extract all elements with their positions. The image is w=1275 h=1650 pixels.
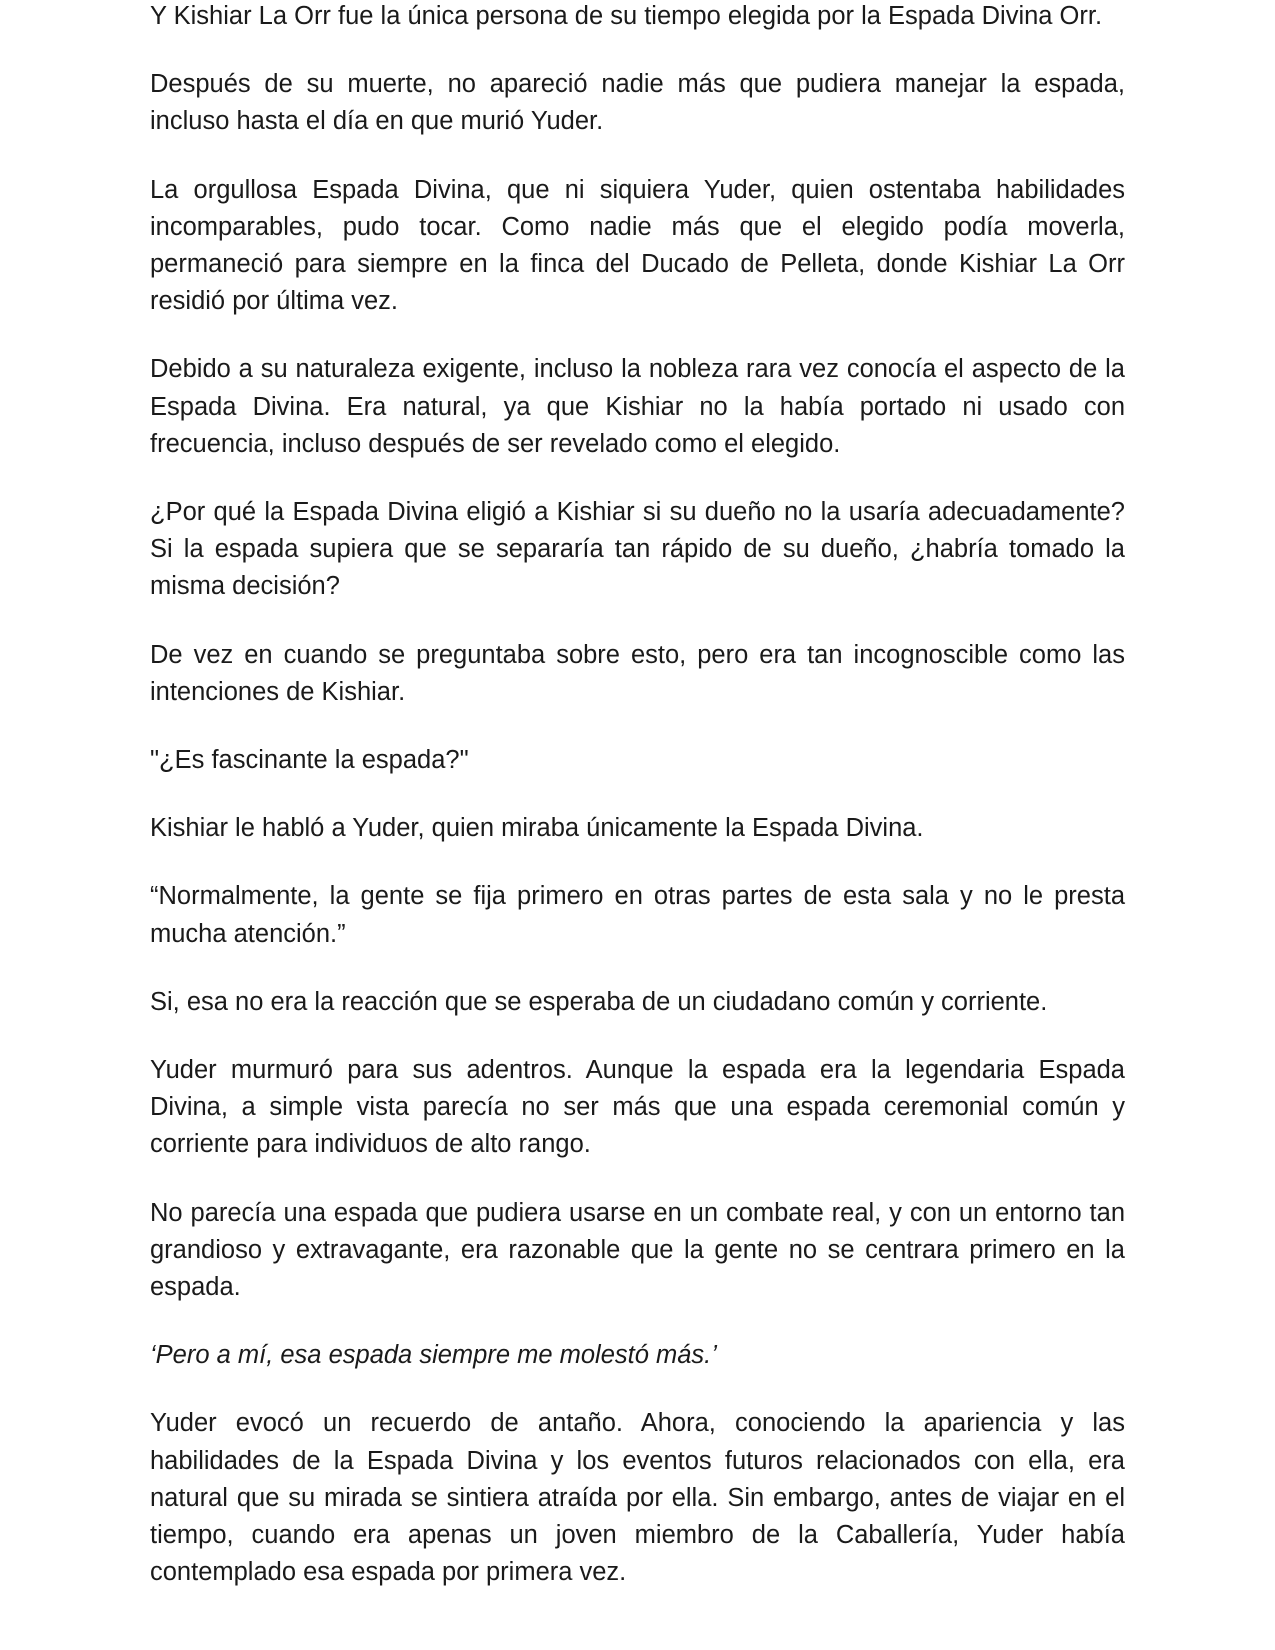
paragraph: Kishiar le habló a Yuder, quien miraba únicamente la Espada Divina. — [150, 814, 924, 843]
paragraph: ¿Por qué la Espada Divina eligió a Kishiar si su dueño no la usaría adecuadamente? Si la espada supiera que se separaría tan rápido de su dueño, ¿habría tomado la misma decisión? — [150, 498, 1125, 601]
paragraph: Yuder evocó un recuerdo de antaño. Ahora, conociendo la apariencia y las habilidades de la Espada Divina y los eventos futuros relacionados con ella, era natural que su mirada se sintiera atraída por ella. Sin embargo, antes de viajar en el tiempo, cuando era apenas un joven miembro de la Caballería, Yuder había contemplado esa espada por primera vez. — [150, 1409, 1125, 1587]
paragraph: No parecía una espada que pudiera usarse en un combate real, y con un entorno tan grandioso y extravagante, era razonable que la gente no se centrara primero en la espada. — [150, 1198, 1125, 1302]
paragraph: Si, esa no era la reacción que se esperaba de un ciudadano común y corriente. — [150, 987, 1048, 1016]
paragraph: La orgullosa Espada Divina, que ni siquiera Yuder, quien ostentaba habilidades incomparables, pudo tocar. Como nadie más que el elegido podía moverla, permaneció para siempre en la finca del Ducado de Pelleta, donde Kishiar La Orr residió por última vez. — [150, 175, 1125, 316]
paragraph: Yuder murmuró para sus adentros. Aunque la espada era la legendaria Espada Divina, a simple vista parecía no ser más que una espada ceremonial común y corriente para individuos de alto rango. — [150, 1056, 1125, 1159]
inner-thought: ‘Pero a mí, esa espada siempre me molestó más.’ — [150, 1341, 717, 1370]
paragraph: De vez en cuando se preguntaba sobre esto, pero era tan incognoscible como las intenciones de Kishiar. — [150, 640, 1125, 706]
dialogue-line: "¿Es fascinante la espada?" — [150, 746, 469, 775]
document-body — [150, 0, 1125, 1623]
paragraph: Después de su muerte, no apareció nadie más que pudiera manejar la espada, incluso hasta el día en que murió Yuder. — [150, 70, 1125, 136]
paragraph: Y Kishiar La Orr fue la única persona de su tiempo elegida por la Espada Divina Orr. — [150, 2, 1103, 30]
paragraph: Debido a su naturaleza exigente, incluso la nobleza rara vez conocía el aspecto de la Espada Divina. Era natural, ya que Kishiar no la había portado ni usado con frecuencia, incluso después de ser revelado como el elegido. — [150, 355, 1125, 458]
dialogue-line: “Normalmente, la gente se fija primero en otras partes de esta sala y no le presta mucha atención.” — [150, 882, 1125, 948]
